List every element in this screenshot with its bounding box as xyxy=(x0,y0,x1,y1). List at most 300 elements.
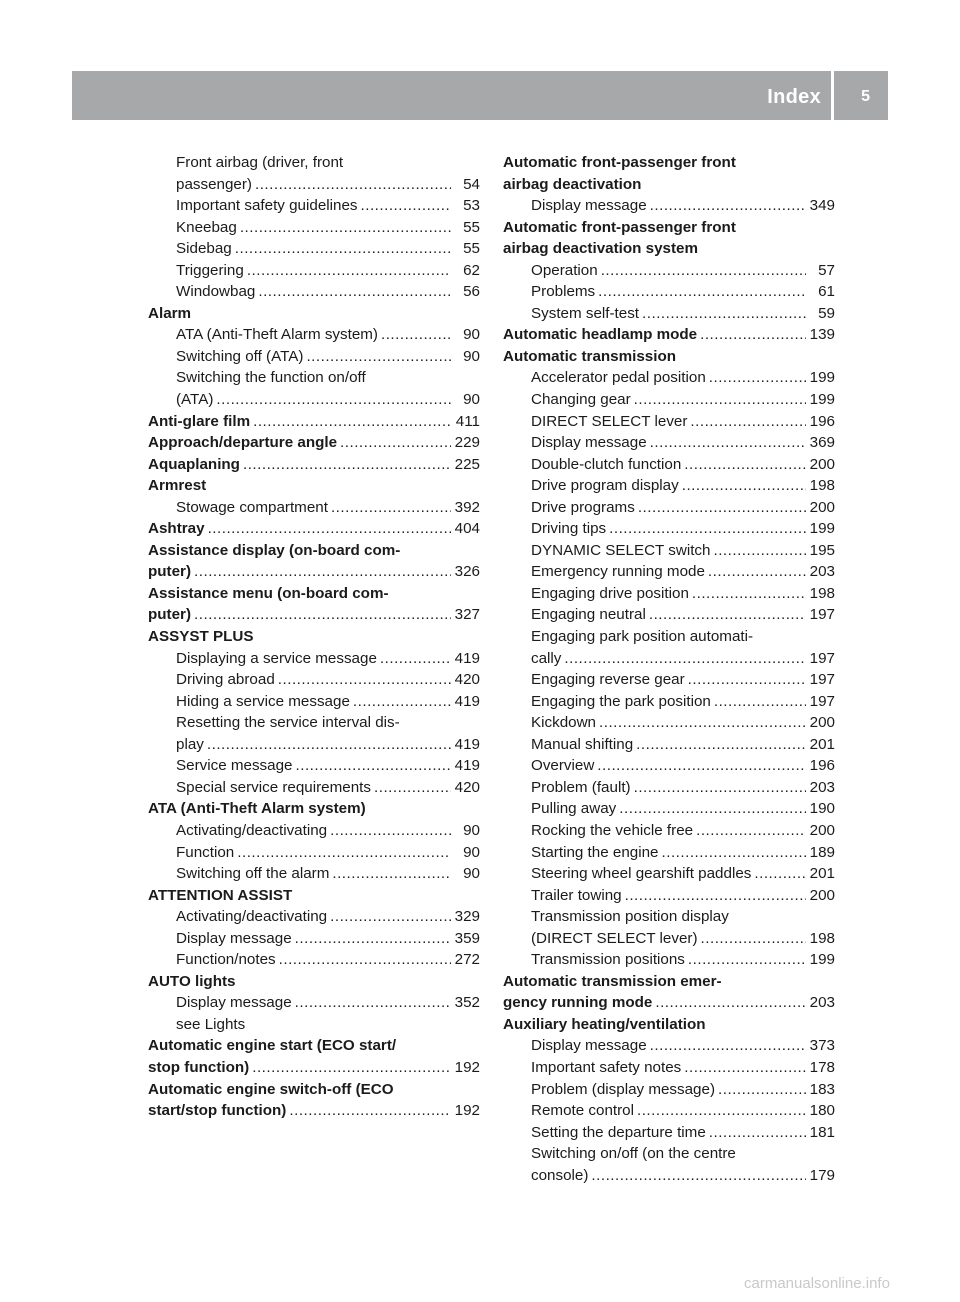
entry-text: Important safety guidelines xyxy=(176,197,358,215)
index-entry xyxy=(503,820,835,842)
entry-text: Problem (fault) xyxy=(531,778,631,796)
page-ref: 55 xyxy=(463,240,480,258)
dot-leader xyxy=(714,691,806,713)
entry-text: Transmission positions xyxy=(531,951,685,969)
index-heading: ATTENTION ASSIST xyxy=(148,886,293,904)
index-heading: Assistance menu (on-board com- xyxy=(148,584,389,602)
header-divider xyxy=(831,71,834,120)
index-entry xyxy=(503,583,835,605)
entry-text: passenger) xyxy=(176,175,252,193)
index-entry xyxy=(503,928,835,950)
page-ref: 419 xyxy=(454,692,480,710)
dot-leader xyxy=(381,324,451,346)
page-ref: 197 xyxy=(809,606,835,624)
dot-leader xyxy=(754,863,806,885)
entry-text: Remote control xyxy=(531,1102,634,1120)
dot-leader xyxy=(638,497,806,519)
page-ref: 53 xyxy=(463,197,480,215)
dot-leader xyxy=(634,389,806,411)
entry-text: Aquaplaning xyxy=(148,455,240,473)
entry-text: Important safety notes xyxy=(531,1058,682,1076)
entry-text: Problem (display message) xyxy=(531,1080,716,1098)
page-ref: 404 xyxy=(454,520,480,538)
dot-leader xyxy=(380,648,451,670)
index-entry xyxy=(503,798,835,820)
dot-leader xyxy=(208,518,451,540)
index-column-left xyxy=(148,152,480,1122)
entry-text: Display message xyxy=(531,1037,647,1055)
dot-leader xyxy=(637,1100,806,1122)
entry-text: Rocking the vehicle free xyxy=(531,821,694,839)
dot-leader xyxy=(688,669,806,691)
entry-text: Accelerator pedal position xyxy=(531,369,706,387)
page-ref: 190 xyxy=(809,800,835,818)
dot-leader xyxy=(361,195,451,217)
entry-text: puter) xyxy=(148,563,192,581)
dot-leader xyxy=(295,992,451,1014)
entry-text: Drive programs xyxy=(531,498,635,516)
index-heading xyxy=(148,432,480,454)
page-ref: 195 xyxy=(809,541,835,559)
dot-leader xyxy=(247,260,451,282)
entry-text: Trailer towing xyxy=(531,886,622,904)
index-entry xyxy=(503,691,835,713)
entry-text: Special service requirements xyxy=(176,778,371,796)
index-entry xyxy=(503,669,835,691)
page-number: 5 xyxy=(861,88,870,105)
dot-leader xyxy=(650,1035,806,1057)
page-ref: 420 xyxy=(454,671,480,689)
dot-leader xyxy=(650,432,806,454)
entry-text: Starting the engine xyxy=(531,843,659,861)
index-entry xyxy=(148,648,480,670)
page-ref: 201 xyxy=(809,735,835,753)
page-ref: 373 xyxy=(809,1037,835,1055)
entry-text: Stowage compartment xyxy=(176,498,328,516)
entry-text: Kneebag xyxy=(176,218,237,236)
index-entry xyxy=(148,195,480,217)
index-entry: Engaging park position automati- xyxy=(531,628,754,646)
page-ref: 90 xyxy=(463,391,480,409)
entry-text: Display message xyxy=(176,929,292,947)
dot-leader xyxy=(295,928,451,950)
page-ref: 196 xyxy=(809,757,835,775)
entry-text: Engaging drive position xyxy=(531,584,689,602)
dot-leader xyxy=(692,583,806,605)
page-ref: 329 xyxy=(454,908,480,926)
dot-leader xyxy=(253,411,451,433)
dot-leader xyxy=(591,1165,806,1187)
dot-leader xyxy=(255,174,451,196)
page-ref: 62 xyxy=(463,261,480,279)
page-ref: 55 xyxy=(463,218,480,236)
index-entry xyxy=(148,842,480,864)
page-ref: 200 xyxy=(809,498,835,516)
entry-text: Double-clutch function xyxy=(531,455,682,473)
index-entry xyxy=(148,734,480,756)
index-entry xyxy=(148,691,480,713)
page-ref: 201 xyxy=(809,865,835,883)
entry-text: Activating/deactivating xyxy=(176,821,328,839)
page-ref: 198 xyxy=(809,477,835,495)
dot-leader xyxy=(330,906,451,928)
index-entry: Resetting the service interval dis- xyxy=(176,714,400,732)
entry-text: System self-test xyxy=(531,304,640,322)
dot-leader xyxy=(700,324,806,346)
page-ref: 199 xyxy=(809,369,835,387)
entry-text: Switching off the alarm xyxy=(176,865,330,883)
index-entry xyxy=(503,281,835,303)
index-entry xyxy=(503,1057,835,1079)
entry-text: Display message xyxy=(531,434,647,452)
page-ref: 57 xyxy=(818,261,835,279)
entry-text: Windowbag xyxy=(176,283,256,301)
index-entry xyxy=(503,540,835,562)
index-heading xyxy=(503,992,835,1014)
section-title: Index xyxy=(767,86,821,108)
index-heading: ATA (Anti-Theft Alarm system) xyxy=(148,800,366,818)
page-ref: 229 xyxy=(454,434,480,452)
dot-leader xyxy=(374,777,451,799)
entry-text: (ATA) xyxy=(176,391,214,409)
index-entry xyxy=(148,755,480,777)
entry-text: Problems xyxy=(531,283,596,301)
dot-leader xyxy=(296,755,452,777)
entry-text: Emergency running mode xyxy=(531,563,705,581)
entry-text: Automatic headlamp mode xyxy=(503,326,698,344)
dot-leader xyxy=(235,238,451,260)
entry-text: Displaying a service message xyxy=(176,649,377,667)
entry-text: console) xyxy=(531,1166,589,1184)
dot-leader xyxy=(332,863,451,885)
index-entry xyxy=(503,885,835,907)
page-ref: 200 xyxy=(809,821,835,839)
index-heading: Automatic engine switch-off (ECO xyxy=(148,1080,394,1098)
page-ref: 198 xyxy=(809,584,835,602)
dot-leader xyxy=(625,885,806,907)
page-ref: 349 xyxy=(809,197,835,215)
index-entry xyxy=(503,411,835,433)
entry-text: DYNAMIC SELECT switch xyxy=(531,541,711,559)
index-heading xyxy=(148,561,480,583)
page-ref: 198 xyxy=(809,929,835,947)
page-ref: 90 xyxy=(463,326,480,344)
page-ref: 200 xyxy=(809,714,835,732)
entry-text: Driving abroad xyxy=(176,671,275,689)
index-heading xyxy=(148,518,480,540)
dot-leader xyxy=(340,432,451,454)
page-ref: 90 xyxy=(463,843,480,861)
entry-text: puter) xyxy=(148,606,192,624)
page-ref: 197 xyxy=(809,649,835,667)
entry-text: Engaging the park position xyxy=(531,692,711,710)
entry-text: Operation xyxy=(531,261,598,279)
entry-text: Setting the departure time xyxy=(531,1123,706,1141)
entry-text: Manual shifting xyxy=(531,735,634,753)
dot-leader xyxy=(597,755,806,777)
entry-text: Changing gear xyxy=(531,391,631,409)
page-ref: 352 xyxy=(454,994,480,1012)
entry-text: Function/notes xyxy=(176,951,276,969)
dot-leader xyxy=(642,303,806,325)
entry-text: Kickdown xyxy=(531,714,596,732)
page-ref: 203 xyxy=(809,778,835,796)
index-heading xyxy=(148,454,480,476)
page-ref: 203 xyxy=(809,563,835,581)
index-heading: airbag deactivation xyxy=(503,175,642,193)
index-heading xyxy=(148,604,480,626)
entry-text: Anti-glare film xyxy=(148,412,251,430)
index-entry xyxy=(503,367,835,389)
index-entry xyxy=(503,755,835,777)
entry-text: Engaging reverse gear xyxy=(531,671,685,689)
index-entry xyxy=(148,777,480,799)
page-ref: 199 xyxy=(809,520,835,538)
index-entry: Switching on/off (on the centre xyxy=(531,1145,736,1163)
page-ref: 359 xyxy=(454,929,480,947)
page-ref: 139 xyxy=(809,326,835,344)
index-entry: Transmission position display xyxy=(531,908,729,926)
index-entry xyxy=(148,906,480,928)
index-heading: Alarm xyxy=(148,304,192,322)
index-entry xyxy=(148,174,480,196)
page-ref: 419 xyxy=(454,649,480,667)
index-entry xyxy=(148,260,480,282)
entry-text: play xyxy=(176,735,204,753)
index-entry xyxy=(503,195,835,217)
page-ref: 56 xyxy=(463,283,480,301)
dot-leader xyxy=(662,842,807,864)
dot-leader xyxy=(599,712,806,734)
index-entry xyxy=(503,432,835,454)
index-entry xyxy=(503,303,835,325)
dot-leader xyxy=(194,604,451,626)
index-heading: Auxiliary heating/ventilation xyxy=(503,1015,706,1033)
watermark: carmanualsonline.info xyxy=(744,1275,890,1292)
index-entry xyxy=(503,949,835,971)
index-heading xyxy=(148,1057,480,1079)
index-entry xyxy=(148,992,480,1014)
dot-leader xyxy=(709,367,806,389)
entry-text: Approach/departure angle xyxy=(148,434,338,452)
dot-leader xyxy=(258,281,451,303)
index-entry xyxy=(503,475,835,497)
entry-text: cally xyxy=(531,649,562,667)
index-entry xyxy=(148,238,480,260)
dot-leader xyxy=(709,1122,806,1144)
index-entry xyxy=(148,863,480,885)
page-ref: 419 xyxy=(454,735,480,753)
dot-leader xyxy=(194,561,451,583)
dot-leader xyxy=(696,820,806,842)
page-ref: 392 xyxy=(454,498,480,516)
page-ref: 192 xyxy=(454,1102,480,1120)
entry-text: Service message xyxy=(176,757,293,775)
entry-text: DIRECT SELECT lever xyxy=(531,412,688,430)
index-entry xyxy=(148,669,480,691)
entry-text: Ashtray xyxy=(148,520,205,538)
page-ref: 197 xyxy=(809,671,835,689)
entry-text: Engaging neutral xyxy=(531,606,646,624)
page-ref: 189 xyxy=(809,843,835,861)
index-entry xyxy=(503,863,835,885)
page-ref: 326 xyxy=(454,563,480,581)
dot-leader xyxy=(713,540,806,562)
page-ref: 59 xyxy=(818,304,835,322)
dot-leader xyxy=(237,842,451,864)
page-ref: 61 xyxy=(818,283,835,301)
index-entry xyxy=(503,454,835,476)
page-ref: 420 xyxy=(454,778,480,796)
entry-text: Function xyxy=(176,843,235,861)
index-heading: Automatic engine start (ECO start/ xyxy=(148,1037,397,1055)
entry-text: Sidebag xyxy=(176,240,232,258)
index-heading: ASSYST PLUS xyxy=(148,628,254,646)
entry-text: Switching off (ATA) xyxy=(176,347,304,365)
index-heading: Automatic front-passenger front xyxy=(503,154,736,171)
index-entry xyxy=(148,820,480,842)
page-ref: 272 xyxy=(454,951,480,969)
dot-leader xyxy=(278,669,451,691)
entry-text: Triggering xyxy=(176,261,244,279)
dot-leader xyxy=(609,518,806,540)
page-ref: 90 xyxy=(463,821,480,839)
index-entry xyxy=(148,949,480,971)
index-entry xyxy=(503,842,835,864)
page-ref: 225 xyxy=(454,455,480,473)
index-heading: Armrest xyxy=(148,477,207,495)
page-ref: 411 xyxy=(455,412,480,430)
index-entry xyxy=(148,389,480,411)
page-ref: 181 xyxy=(809,1123,835,1141)
index-entry xyxy=(148,346,480,368)
index-entry xyxy=(503,497,835,519)
entry-text: start/stop function) xyxy=(148,1102,287,1120)
index-entry xyxy=(503,389,835,411)
index-heading: Assistance display (on-board com- xyxy=(148,541,401,559)
dot-leader xyxy=(682,475,806,497)
index-entry: see Lights xyxy=(176,1015,246,1033)
index-entry xyxy=(503,777,835,799)
page-ref: 419 xyxy=(454,757,480,775)
dot-leader xyxy=(649,604,806,626)
index-entry xyxy=(148,928,480,950)
entry-text: ATA (Anti-Theft Alarm system) xyxy=(176,326,378,344)
dot-leader xyxy=(240,217,451,239)
dot-leader xyxy=(634,777,806,799)
index-entry xyxy=(503,734,835,756)
dot-leader xyxy=(601,260,806,282)
dot-leader xyxy=(252,1057,451,1079)
dot-leader xyxy=(279,949,451,971)
dot-leader xyxy=(636,734,806,756)
page-ref: 203 xyxy=(809,994,835,1012)
index-entry xyxy=(148,497,480,519)
dot-leader xyxy=(650,195,806,217)
index-entry xyxy=(503,518,835,540)
entry-text: Overview xyxy=(531,757,595,775)
index-entry xyxy=(503,260,835,282)
index-heading xyxy=(148,411,480,433)
page-ref: 369 xyxy=(809,434,835,452)
index-column-right xyxy=(503,152,835,1186)
entry-text: Hiding a service message xyxy=(176,692,350,710)
dot-leader xyxy=(619,798,806,820)
entry-text: Activating/deactivating xyxy=(176,908,328,926)
page-ref: 179 xyxy=(809,1166,835,1184)
page-ref: 200 xyxy=(809,886,835,904)
dot-leader xyxy=(684,454,806,476)
index-heading: AUTO lights xyxy=(148,972,236,990)
entry-text: gency running mode xyxy=(503,994,653,1012)
dot-leader xyxy=(701,928,806,950)
dot-leader xyxy=(207,734,451,756)
page-ref: 196 xyxy=(809,412,835,430)
index-heading: Automatic front-passenger front xyxy=(503,218,736,236)
index-heading: airbag deactivation system xyxy=(503,240,698,258)
page-ref: 200 xyxy=(809,455,835,473)
dot-leader xyxy=(718,1079,806,1101)
index-heading: Automatic transmission xyxy=(503,347,677,365)
dot-leader xyxy=(684,1057,806,1079)
dot-leader xyxy=(598,281,806,303)
index-entry xyxy=(148,281,480,303)
dot-leader xyxy=(289,1100,451,1122)
entry-text: Display message xyxy=(531,197,647,215)
page-ref: 192 xyxy=(454,1058,480,1076)
index-entry xyxy=(503,1122,835,1144)
entry-text: stop function) xyxy=(148,1058,250,1076)
entry-text: Driving tips xyxy=(531,520,607,538)
index-heading: Automatic transmission emer- xyxy=(503,972,722,990)
index-entry xyxy=(148,217,480,239)
dot-leader xyxy=(708,561,806,583)
page-ref: 183 xyxy=(809,1080,835,1098)
dot-leader xyxy=(353,691,451,713)
header-bar xyxy=(72,71,888,120)
dot-leader xyxy=(688,949,806,971)
dot-leader xyxy=(690,411,806,433)
index-entry xyxy=(503,1079,835,1101)
entry-text: Drive program display xyxy=(531,477,679,495)
index-entry xyxy=(503,648,835,670)
page-ref: 178 xyxy=(809,1058,835,1076)
index-entry xyxy=(503,1100,835,1122)
dot-leader xyxy=(243,454,451,476)
index-entry xyxy=(503,561,835,583)
page-ref: 199 xyxy=(809,951,835,969)
page-ref: 197 xyxy=(809,692,835,710)
index-entry xyxy=(503,1165,835,1187)
entry-text: (DIRECT SELECT lever) xyxy=(531,929,698,947)
entry-text: Display message xyxy=(176,994,292,1012)
entry-text: Pulling away xyxy=(531,800,617,818)
entry-text: Steering wheel gearshift paddles xyxy=(531,865,752,883)
dot-leader xyxy=(331,497,451,519)
dot-leader xyxy=(655,992,806,1014)
index-entry: Front airbag (driver, front xyxy=(176,154,344,171)
dot-leader xyxy=(564,648,806,670)
index-entry xyxy=(503,712,835,734)
index-heading xyxy=(503,324,835,346)
page-ref: 90 xyxy=(463,865,480,883)
page-ref: 90 xyxy=(463,347,480,365)
page-ref: 327 xyxy=(454,606,480,624)
index-entry xyxy=(503,604,835,626)
index-entry xyxy=(503,1035,835,1057)
dot-leader xyxy=(216,389,451,411)
page-ref: 199 xyxy=(809,391,835,409)
